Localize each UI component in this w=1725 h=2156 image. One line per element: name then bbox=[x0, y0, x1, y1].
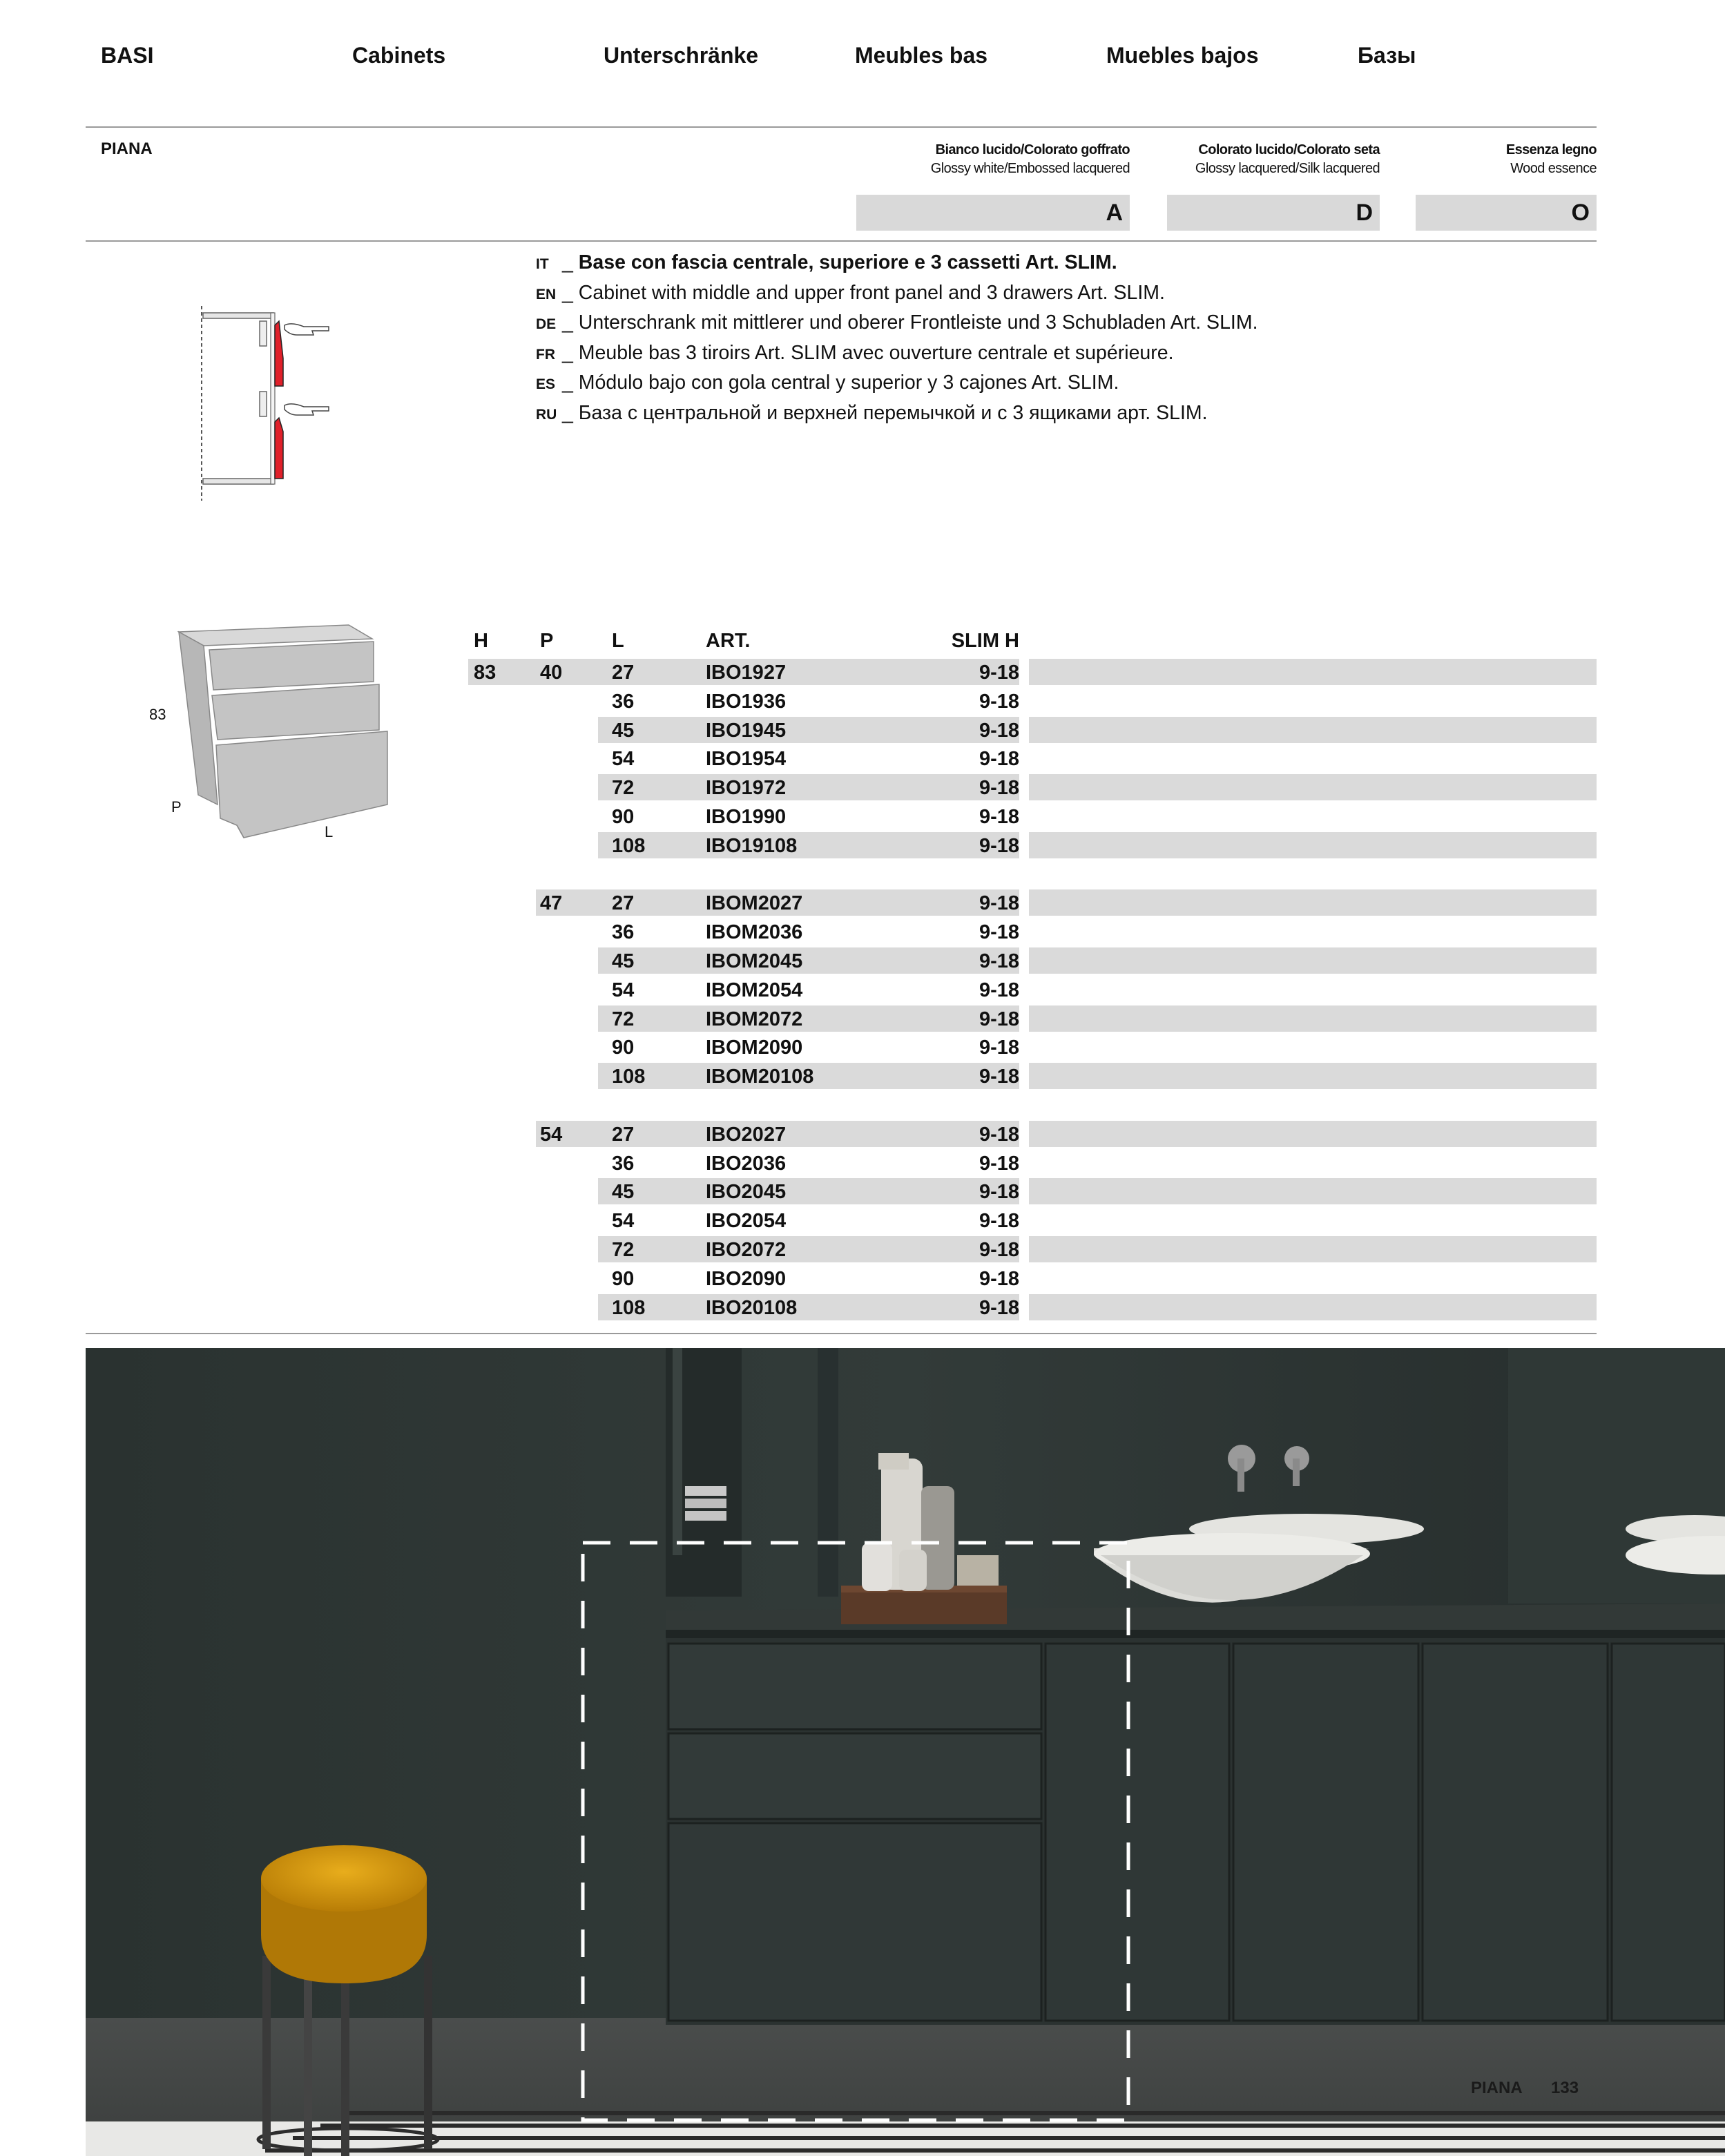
cell-article: IBOM2036 bbox=[706, 921, 803, 944]
bathroom-scene-illustration bbox=[86, 1348, 1725, 2156]
cell-width: 72 bbox=[612, 1239, 635, 1261]
cell-width: 108 bbox=[612, 1296, 646, 1319]
finish-code-d: D bbox=[1167, 195, 1380, 231]
cell-width: 27 bbox=[612, 1123, 635, 1146]
cell-article: IBO2045 bbox=[706, 1181, 787, 1204]
description-it: IT _ Base con fascia centrale, superiore e 3 cassetti Art. SLIM. bbox=[536, 251, 1117, 273]
header-rule bbox=[86, 126, 1597, 128]
cell-slim-h: 9-18 bbox=[979, 662, 1019, 684]
category-it: BASI bbox=[101, 43, 154, 68]
description-fr: FR _ Meuble bas 3 tiroirs Art. SLIM avec ouverture centrale et supérieure. bbox=[536, 341, 1174, 364]
category-fr: Meubles bas bbox=[855, 43, 988, 68]
finish-a-name: Bianco lucido/Colorato goffrato bbox=[935, 142, 1130, 157]
cell-slim-h: 9-18 bbox=[979, 690, 1019, 713]
cell-slim-h: 9-18 bbox=[979, 719, 1019, 742]
cell-depth: 40 bbox=[540, 662, 563, 684]
row-stripe-gap bbox=[1019, 717, 1029, 743]
cell-depth: 54 bbox=[540, 1123, 563, 1146]
cell-width: 108 bbox=[612, 834, 646, 857]
table-row bbox=[0, 889, 1725, 918]
cell-slim-h: 9-18 bbox=[979, 950, 1019, 972]
finish-o-name: Essenza legno bbox=[1505, 142, 1597, 157]
table-row bbox=[0, 832, 1725, 861]
cell-width: 27 bbox=[612, 892, 635, 915]
cell-article: IBO2090 bbox=[706, 1267, 787, 1290]
table-row bbox=[0, 803, 1725, 832]
category-ru: Базы bbox=[1358, 43, 1416, 68]
cell-width: 54 bbox=[612, 979, 635, 1001]
row-stripe-gap bbox=[1019, 1063, 1029, 1089]
row-stripe-gap bbox=[1019, 1178, 1029, 1204]
finish-d bbox=[1167, 141, 1380, 178]
cell-width: 45 bbox=[612, 719, 635, 742]
cell-width: 54 bbox=[612, 1210, 635, 1233]
description-en: EN _ Cabinet with middle and upper front panel and 3 drawers Art. SLIM. bbox=[536, 281, 1165, 304]
table-row bbox=[0, 745, 1725, 774]
table-row bbox=[0, 1178, 1725, 1207]
cell-article: IBO2027 bbox=[706, 1123, 787, 1146]
iso-width-label: L bbox=[325, 823, 334, 840]
cell-width: 72 bbox=[612, 1008, 635, 1030]
row-stripe-gap bbox=[1019, 832, 1029, 858]
section-rule bbox=[86, 240, 1597, 242]
cell-slim-h: 9-18 bbox=[979, 1181, 1019, 1204]
cell-height: 83 bbox=[474, 662, 497, 684]
cell-article: IBO2072 bbox=[706, 1239, 787, 1261]
table-row bbox=[0, 976, 1725, 1005]
row-stripe-gap bbox=[1019, 1005, 1029, 1032]
cabinet-section-diagram bbox=[193, 300, 345, 508]
series-name: PIANA bbox=[101, 139, 153, 158]
cell-article: IBO2036 bbox=[706, 1152, 787, 1175]
row-stripe-gap bbox=[1019, 1121, 1029, 1147]
finish-o bbox=[1416, 141, 1597, 178]
row-stripe-gap bbox=[1019, 1236, 1029, 1262]
cell-article: IBO1927 bbox=[706, 662, 787, 684]
page-number: 133 bbox=[1551, 2079, 1579, 2097]
category-es: Muebles bajos bbox=[1106, 43, 1259, 68]
cell-width: 54 bbox=[612, 748, 635, 771]
description-es: ES _ Módulo bajo con gola central y superior y 3 cajones Art. SLIM. bbox=[536, 372, 1119, 394]
finish-d-english: Glossy lacquered/Silk lacquered bbox=[1195, 161, 1380, 176]
cell-slim-h: 9-18 bbox=[979, 892, 1019, 915]
iso-height-label: 83 bbox=[149, 706, 166, 723]
col-header-slim: SLIM H bbox=[951, 630, 1019, 652]
finish-code-o: O bbox=[1416, 195, 1597, 231]
cell-slim-h: 9-18 bbox=[979, 777, 1019, 800]
cell-article: IBOM2090 bbox=[706, 1037, 803, 1059]
cell-width: 45 bbox=[612, 950, 635, 972]
cell-width: 36 bbox=[612, 921, 635, 944]
cell-article: IBO1990 bbox=[706, 806, 787, 828]
table-row bbox=[0, 1294, 1725, 1323]
col-header-h: H bbox=[474, 630, 488, 652]
cell-slim-h: 9-18 bbox=[979, 979, 1019, 1001]
cell-article: IBO1954 bbox=[706, 748, 787, 771]
cell-slim-h: 9-18 bbox=[979, 1066, 1019, 1088]
table-row bbox=[0, 1236, 1725, 1265]
col-header-l: L bbox=[612, 630, 624, 652]
cell-article: IBO1972 bbox=[706, 777, 787, 800]
cell-slim-h: 9-18 bbox=[979, 1210, 1019, 1233]
cell-slim-h: 9-18 bbox=[979, 1152, 1019, 1175]
col-header-p: P bbox=[540, 630, 554, 652]
cell-width: 36 bbox=[612, 1152, 635, 1175]
cell-article: IBOM2027 bbox=[706, 892, 803, 915]
col-header-art: ART. bbox=[706, 630, 751, 652]
cell-article: IBOM2072 bbox=[706, 1008, 803, 1030]
row-stripe-gap bbox=[1019, 774, 1029, 800]
table-row bbox=[0, 918, 1725, 947]
table-bottom-rule bbox=[86, 1333, 1597, 1334]
cell-article: IBO1945 bbox=[706, 719, 787, 742]
finish-a bbox=[856, 141, 1130, 178]
cell-width: 36 bbox=[612, 690, 635, 713]
row-stripe-gap bbox=[1019, 889, 1029, 916]
table-row bbox=[0, 947, 1725, 976]
cell-slim-h: 9-18 bbox=[979, 1037, 1019, 1059]
table-row bbox=[0, 1063, 1725, 1092]
row-stripe-gap bbox=[1019, 659, 1029, 685]
cell-slim-h: 9-18 bbox=[979, 1267, 1019, 1290]
table-row bbox=[0, 1265, 1725, 1294]
cell-width: 90 bbox=[612, 806, 635, 828]
cell-slim-h: 9-18 bbox=[979, 834, 1019, 857]
cell-width: 27 bbox=[612, 662, 635, 684]
table-row bbox=[0, 688, 1725, 717]
description-de: DE _ Unterschrank mit mittlerer und oberer Frontleiste und 3 Schubladen Art. SLIM. bbox=[536, 311, 1258, 334]
cell-slim-h: 9-18 bbox=[979, 1008, 1019, 1030]
finish-a-english: Glossy white/Embossed lacquered bbox=[930, 161, 1130, 176]
cell-depth: 47 bbox=[540, 892, 563, 915]
cell-article: IBOM2054 bbox=[706, 979, 803, 1001]
cell-width: 72 bbox=[612, 777, 635, 800]
cell-article: IBO1936 bbox=[706, 690, 787, 713]
description-block bbox=[536, 249, 1258, 429]
cell-slim-h: 9-18 bbox=[979, 1296, 1019, 1319]
finish-code-a: A bbox=[856, 195, 1130, 231]
bathroom-photo bbox=[86, 1348, 1725, 2156]
table-row bbox=[0, 717, 1725, 746]
table-row bbox=[0, 1005, 1725, 1034]
row-stripe-gap bbox=[1019, 947, 1029, 974]
cell-width: 90 bbox=[612, 1267, 635, 1290]
cell-article: IBO19108 bbox=[706, 834, 798, 857]
cell-slim-h: 9-18 bbox=[979, 1239, 1019, 1261]
cell-slim-h: 9-18 bbox=[979, 806, 1019, 828]
finish-o-english: Wood essence bbox=[1510, 161, 1597, 176]
cell-width: 108 bbox=[612, 1066, 646, 1088]
description-ru: RU _ База с центральной и верхней перемычкой и с 3 ящиками арт. SLIM. bbox=[536, 401, 1208, 424]
cell-slim-h: 9-18 bbox=[979, 921, 1019, 944]
footer-series: PIANA bbox=[1471, 2079, 1523, 2097]
cell-article: IBOM20108 bbox=[706, 1066, 814, 1088]
table-row bbox=[0, 774, 1725, 803]
table-row bbox=[0, 1207, 1725, 1236]
table-row bbox=[0, 1121, 1725, 1150]
cell-article: IBOM2045 bbox=[706, 950, 803, 972]
category-en: Cabinets bbox=[352, 43, 446, 68]
cell-article: IBO20108 bbox=[706, 1296, 798, 1319]
category-de: Unterschränke bbox=[604, 43, 759, 68]
table-row bbox=[0, 1034, 1725, 1063]
cell-width: 45 bbox=[612, 1181, 635, 1204]
table-row bbox=[0, 1150, 1725, 1179]
cell-slim-h: 9-18 bbox=[979, 748, 1019, 771]
row-stripe-gap bbox=[1019, 1294, 1029, 1320]
cell-width: 90 bbox=[612, 1037, 635, 1059]
cell-slim-h: 9-18 bbox=[979, 1123, 1019, 1146]
cell-article: IBO2054 bbox=[706, 1210, 787, 1233]
iso-depth-label: P bbox=[171, 798, 182, 816]
finish-d-name: Colorato lucido/Colorato seta bbox=[1198, 142, 1380, 157]
table-row bbox=[0, 659, 1725, 688]
